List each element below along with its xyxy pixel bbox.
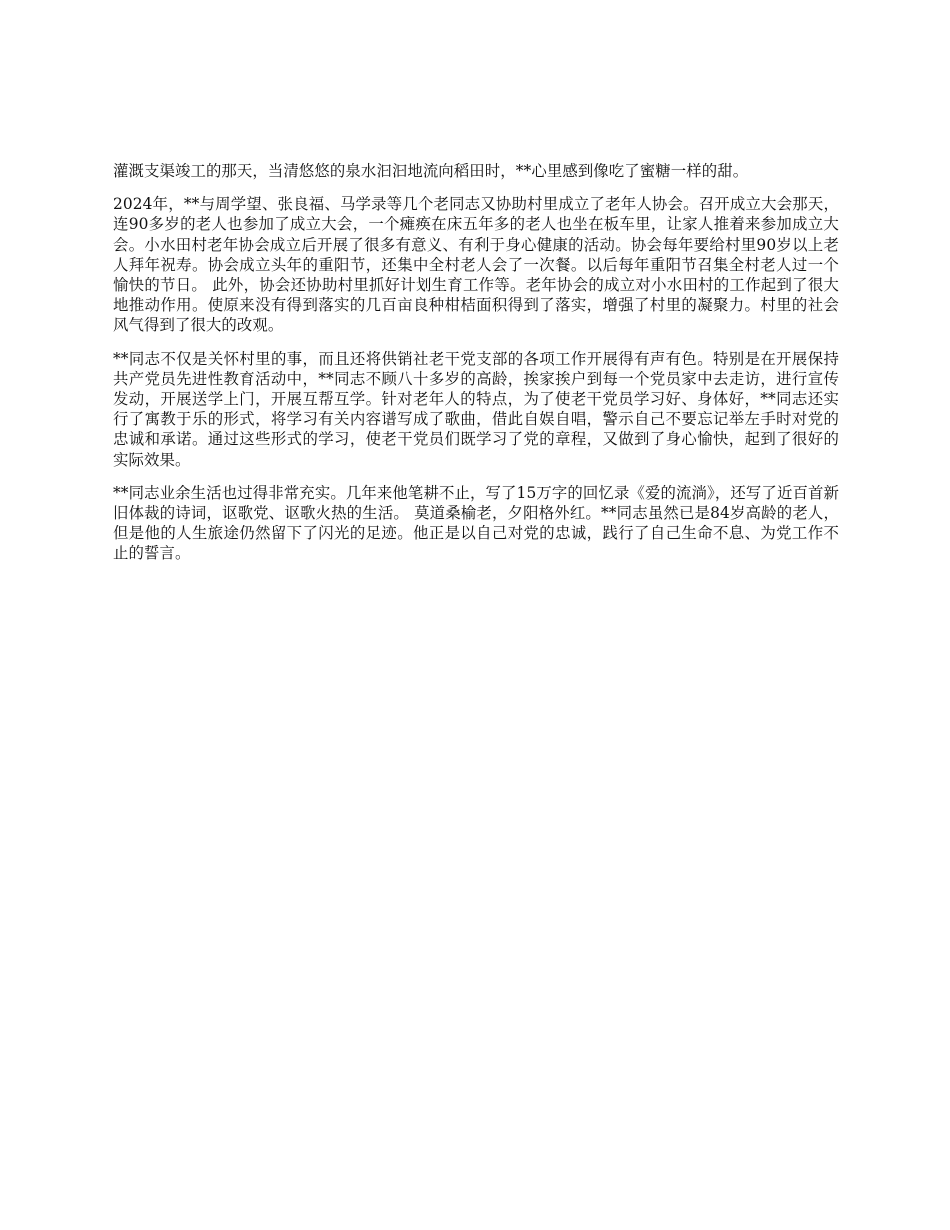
paragraph-irrigation: 灌溉支渠竣工的那天，当清悠悠的泉水汩汩地流向稻田时，**心里感到像吃了蜜糖一样的甜。 [113,162,749,180]
paragraph-spare-time: **同志业余生活也过得非常充实。几年来他笔耕不止，写了15万字的回忆录《爱的流淌》，还写了近百首新旧体裁的诗词，讴歌党、讴歌火热的生活。 莫道桑榆老，夕阳格外红。**同志虽然已是84岁高龄的老人，但是他的人生旅途仍然留下了闪光的足迹。他正是以自己对党的忠诚，践行了自己生命不息、为党工作不止的誓言。 [113,483,839,563]
paragraph-party-branch: **同志不仅是关怀村里的事，而且还将供销社老干党支部的各项工作开展得有声有色。特别是在开展保持共产党员先进性教育活动中，**同志不顾八十多岁的高龄，挨家挨户到每一个党员家中去走访，进行宣传发动，开展送学上门，开展互帮互学。针对老年人的特点，为了使老干党员学习好、身体好，**同志还实行了寓教于乐的形式，将学习有关内容谱写成了歌曲，借此自娱自唱，警示自己不要忘记举左手时对党的忠诚和承诺。通过这些形式的学习，使老干党员们既学习了党的章程，又做到了身心愉快，起到了很好的实际效果。 [113,349,839,469]
paragraph-elderly-association: 2024年，**与周学望、张良福、马学录等几个老同志又协助村里成立了老年人协会。召开成立大会那天，连90多岁的老人也参加了成立大会，一个瘫痪在床五年多的老人也坐在板车里，让家人推着来参加成立大会。小水田村老年协会成立后开展了很多有意义、有利于身心健康的活动。协会每年要给村里90岁以上老人拜年祝寿。协会成立头年的重阳节，还集中全村老人会了一次餐。以后每年重阳节召集全村老人过一个愉快的节日。 此外，协会还协助村里抓好计划生育工作等。老年协会的成立对小水田村的工作起到了很大地推动作用。使原来没有得到落实的几百亩良种柑桔面积得到了落实，增强了村里的凝聚力。村里的社会风气得到了很大的改观。 [113,195,839,335]
document-body [113,161,839,577]
